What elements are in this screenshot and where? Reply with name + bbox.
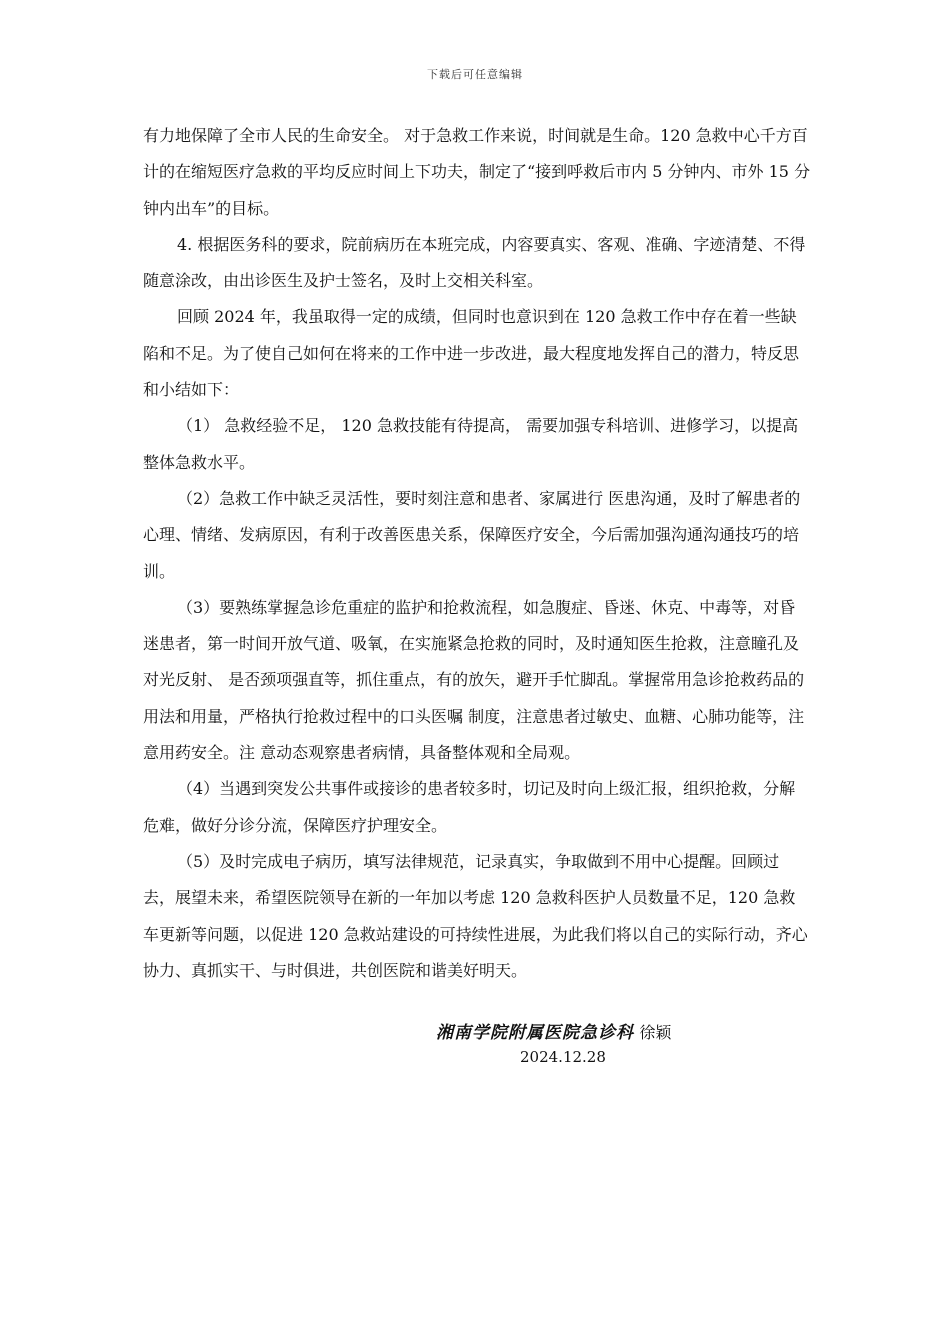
paragraph-3: 回顾 2024 年，我虽取得一定的成绩，但同时也意识到在 120 急救工作中存在着一些缺陷和不足。为了使自己如何在将来的工作中进一步改进，最大程度地发挥自己的潜力，特反思和小结如下：: [143, 307, 800, 400]
document-body: [143, 118, 811, 989]
signature-name: 徐颖: [639, 1023, 672, 1042]
signature-organization: 湘南学院附属医院急诊科: [436, 1023, 634, 1043]
page-header-note: 下载后可任意编辑: [427, 68, 523, 81]
signature-date: 2024.12.28: [520, 1048, 606, 1066]
paragraph-2: 4. 根据医务科的要求，院前病历在本班完成，内容要真实、客观、准确、字迹清楚、不得随意涂改，由出诊医生及护士签名，及时上交相关科室。: [143, 234, 806, 291]
paragraph-1: 有力地保障了全市人民的生命安全。 对于急救工作来说，时间就是生命。120 急救中心千方百计的在缩短医疗急救的平均反应时间上下功夫，制定了“接到呼救后市内 5 分钟内、市外 15 分钟内出车”的目标。: [143, 126, 811, 218]
paragraph-7: （4）当遇到突发公共事件或接诊的患者较多时，切记及时向上级汇报，组织抢救，分解危难，做好分诊分流，保障医疗护理安全。: [143, 779, 796, 835]
paragraph-5: （2）急救工作中缺乏灵活性，要时刻注意和患者、家属进行 医患沟通，及时了解患者的心理、情绪、发病原因，有利于改善医患关系，保障医疗安全，今后需加强沟通沟通技巧的培训。: [143, 488, 801, 581]
signature-line: [436, 1018, 671, 1043]
paragraph-6: （3）要熟练掌握急诊危重症的监护和抢救流程，如急腹症、昏迷、休克、中毒等，对昏迷患者，第一时间开放气道、吸氧，在实施紧急抢救的同时，及时通知医生抢救，注意瞳孔及对光反射、 是否颈项强直等，抓住重点，有的放矢，避开手忙脚乱。掌握常用急诊抢救药品的用法和用量，严格执行抢救过程中的口头医嘱 制度，注意患者过敏史、血糖、心肺功能等，注意用药安全。注 意动态观察患者病情，具备整体观和全局观。: [143, 597, 805, 763]
paragraph-4: （1） 急救经验不足， 120 急救技能有待提高， 需要加强专科培训、进修学习，以提高整体急救水平。: [143, 416, 799, 472]
paragraph-8: （5）及时完成电子病历，填写法律规范，记录真实，争取做到不用中心提醒。回顾过去，展望未来，希望医院领导在新的一年加以考虑 120 急救科医护人员数量不足，120 急救车更新等问题，以促进 120 急救站建设的可持续性进展，为此我们将以自己的实际行动，齐心协力、真抓实干、与时俱进，共创医院和谐美好明天。: [143, 851, 808, 980]
